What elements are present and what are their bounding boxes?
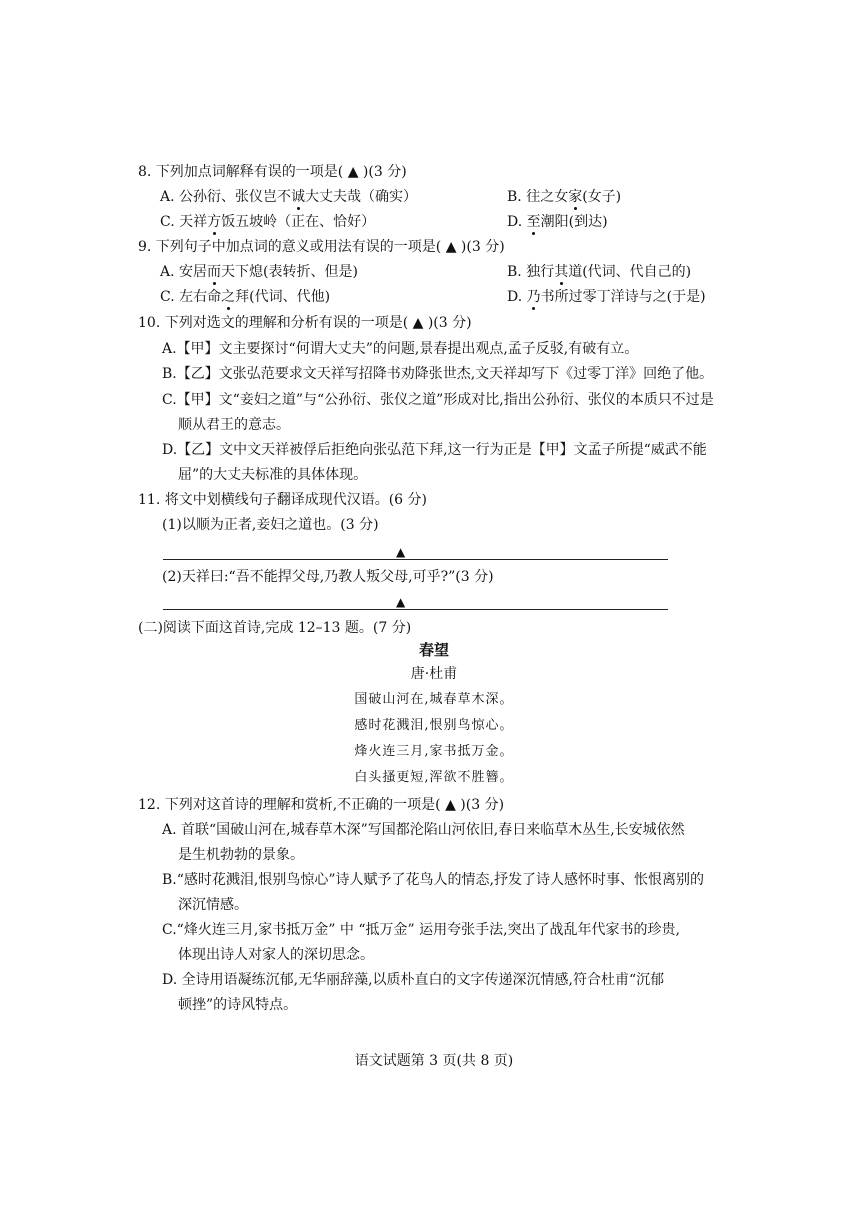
q8-option-b: B. 往之女家(女子) [507,189,622,205]
q12-option-a: A. 首联“国破山河在,城春草木深”写国都沦陷山河依旧,春日来临草木丛生,长安城依然 [162,822,685,838]
q10-option-d-cont: 屈”的大丈夫标准的具体体现。 [178,467,368,483]
q9-option-d: D. 乃书所过零丁洋诗与之(于是) [507,289,706,305]
q11-sentence-2: (2)天祥曰:“吾不能捍父母,乃教人叛父母,可乎?”(3 分) [162,569,494,585]
poem-line-3: 烽火连三月,家书抵万金。 [354,744,514,759]
q11-sentence-1: (1)以顺为正者,妾妇之道也。(3 分) [162,517,379,533]
q12-option-d: D. 全诗用语凝练沉郁,无华丽辞藻,以质朴直白的文字传递深沉情感,符合杜甫“沉郁 [162,972,665,988]
q12-stem: 12. 下列对这首诗的理解和赏析,不正确的一项是( ▲ )(3 分) [138,797,505,813]
q10-option-b: B.【乙】文张弘范要求文天祥写招降书劝降张世杰,文天祥却写下《过零丁洋》回绝了他。 [162,366,714,382]
poem-line-4: 白头搔更短,浑欲不胜簪。 [354,770,514,785]
q10-option-d: D.【乙】文中文天祥被俘后拒绝向张弘范下拜,这一行为正是【甲】文孟子所提“威武不能 [162,442,707,458]
poem-line-1: 国破山河在,城春草木深。 [354,692,514,707]
poem-title: 春望 [418,641,449,659]
section-2-intro: (二)阅读下面这首诗,完成 12–13 题。(7 分) [138,620,412,636]
q10-option-c: C.【甲】文“妾妇之道”与“公孙衍、张仪之道”形成对比,指出公孙衍、张仪的本质只不过是 [162,392,714,408]
q12-option-d-cont: 顿挫”的诗风特点。 [178,997,298,1013]
q11-stem: 11. 将文中划横线句子翻译成现代汉语。(6 分) [138,492,427,508]
q9-option-b: B. 独行其道(代词、代自己的) [507,264,692,280]
q12-option-c-cont: 体现出诗人对家人的深切思念。 [178,947,374,963]
q8-option-a: A. 公孙衍、张仪岂不诚大丈夫哉（确实） [160,189,418,205]
q8-option-c: C. 天祥方饭五坡岭（正在、恰好） [160,214,376,230]
q8-option-d: D. 至潮阳(到达) [507,214,608,230]
poem-author: 唐·杜甫 [410,666,458,682]
q10-option-a: A.【甲】文主要探讨“何谓大丈夫”的问题,景春提出观点,孟子反驳,有破有立。 [162,341,639,357]
poem-line-2: 感时花溅泪,恨别鸟惊心。 [354,718,514,733]
q12-option-a-cont: 是生机勃勃的景象。 [178,847,304,863]
q8-stem: 8. 下列加点词解释有误的一项是( ▲ )(3 分) [138,164,407,180]
q9-option-c: C. 左右命之拜(代词、代他) [160,289,331,305]
answer-mark-1: ▲ [396,545,406,559]
answer-line-2 [163,609,668,610]
q12-option-b: B.“感时花溅泪,恨别鸟惊心”诗人赋予了花鸟人的情态,抒发了诗人感怀时事、怅恨离别的 [162,872,704,888]
q9-stem: 9. 下列句子中加点词的意义或用法有误的一项是( ▲ )(3 分) [138,239,505,255]
q10-option-c-cont: 顺从君王的意志。 [178,417,290,433]
answer-mark-2: ▲ [396,595,406,609]
q10-stem: 10. 下列对选文的理解和分析有误的一项是( ▲ )(3 分) [138,315,472,331]
page-footer: 语文试题第 3 页(共 8 页) [354,1053,514,1069]
q9-option-a: A. 安居而天下熄(表转折、但是) [160,264,358,280]
answer-line-1 [163,559,668,560]
q12-option-c: C.“烽火连三月,家书抵万金” 中 “抵万金” 运用夸张手法,突出了战乱年代家书的珍贵, [162,922,680,938]
q12-option-b-cont: 深沉情感。 [178,897,248,913]
